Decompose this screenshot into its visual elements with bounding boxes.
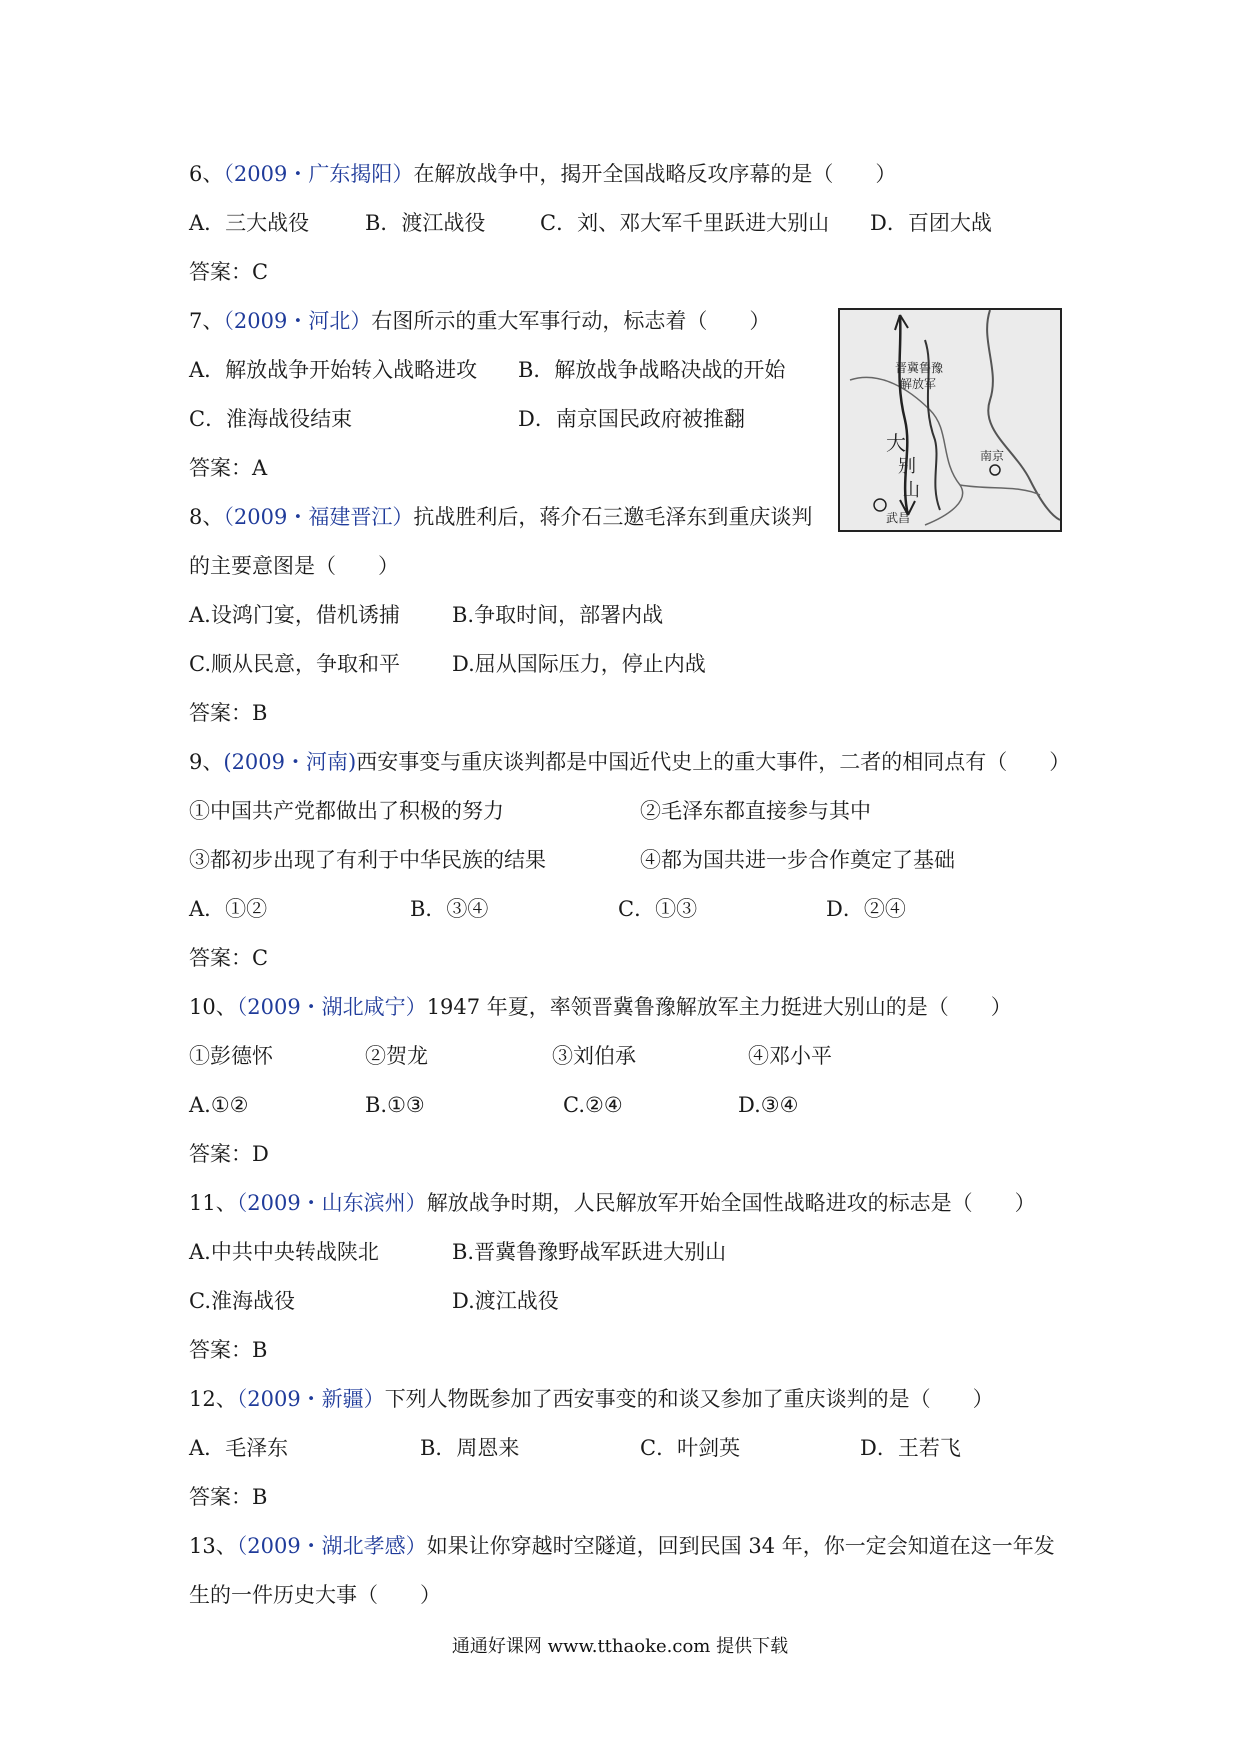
- question-source: （2009・湖北咸宁）: [236, 995, 427, 1019]
- option-a: A.①②: [189, 1093, 249, 1117]
- question-source: （2009・湖北孝感）: [236, 1534, 427, 1558]
- option-b: B．周恩来: [420, 1436, 520, 1460]
- option-b: B.争取时间，部署内战: [452, 603, 664, 627]
- map-label-army2: 解放军: [900, 377, 937, 391]
- option-c: C．①③: [618, 897, 698, 921]
- option-d: D．②④: [826, 897, 906, 921]
- statement-1: ①彭德怀: [189, 1044, 273, 1068]
- question-source: （2009・新疆）: [236, 1387, 385, 1411]
- option-c: C．刘、邓大军千里跃进大别山: [540, 211, 830, 235]
- map-label-army: 晋冀鲁豫: [895, 361, 944, 375]
- option-a: A.中共中央转战陕北: [189, 1240, 379, 1264]
- option-a: A．①②: [189, 897, 268, 921]
- answer: 答案：B: [189, 1485, 268, 1509]
- answer: 答案：C: [189, 946, 269, 970]
- map-label-dabie2: 别: [898, 456, 916, 477]
- option-b: B．③④: [410, 897, 489, 921]
- option-a: A.设鸿门宴，借机诱捕: [189, 603, 400, 627]
- statement-2: ②贺龙: [365, 1044, 428, 1068]
- answer: 答案：B: [189, 1338, 268, 1362]
- option-b: B．渡江战役: [365, 211, 486, 235]
- question-source: （2009・福建晋江）: [223, 505, 414, 529]
- question-11-stem: 11、（2009・山东滨州）解放战争时期，人民解放军开始全国性战略进攻的标志是（ ）: [189, 1191, 1036, 1215]
- answer: 答案：A: [189, 456, 268, 480]
- option-b: B.①③: [365, 1093, 425, 1117]
- dabie-mountain-map: [838, 308, 1062, 532]
- statement-2: ②毛泽东都直接参与其中: [640, 799, 871, 823]
- question-source: （2009・广东揭阳）: [223, 162, 414, 186]
- option-c: C.②④: [563, 1093, 623, 1117]
- question-9-stem: 9、(2009・河南)西安事变与重庆谈判都是中国近代史上的重大事件，二者的相同点有（ ）: [189, 750, 1071, 774]
- question-13-stem-cont: 生的一件历史大事（ ）: [189, 1583, 441, 1607]
- statement-4: ④邓小平: [748, 1044, 832, 1068]
- option-d: D．百团大战: [870, 211, 992, 235]
- option-a: A．解放战争开始转入战略进攻: [189, 358, 478, 382]
- question-7-stem: 7、（2009・河北）右图所示的重大军事行动，标志着（ ）: [189, 309, 771, 333]
- option-a: A．三大战役: [189, 211, 310, 235]
- question-12-stem: 12、（2009・新疆）下列人物既参加了西安事变的和谈又参加了重庆谈判的是（ ）: [189, 1387, 994, 1411]
- answer: 答案：C: [189, 260, 269, 284]
- option-b: B.晋冀鲁豫野战军跃进大别山: [452, 1240, 727, 1264]
- option-d: D.屈从国际压力，停止内战: [452, 652, 706, 676]
- option-d: D.渡江战役: [452, 1289, 559, 1313]
- question-8-stem: 8、（2009・福建晋江）抗战胜利后，蒋介石三邀毛泽东到重庆谈判: [189, 505, 813, 529]
- question-source: （2009・山东滨州）: [236, 1191, 427, 1215]
- option-c: C．淮海战役结束: [189, 407, 353, 431]
- option-c: C．叶剑英: [640, 1436, 741, 1460]
- map-label-dabie3: 山: [902, 480, 920, 501]
- option-a: A．毛泽东: [189, 1436, 289, 1460]
- statement-4: ④都为国共进一步合作奠定了基础: [640, 848, 955, 872]
- option-d: D．南京国民政府被推翻: [518, 407, 745, 431]
- option-d: D．王若飞: [860, 1436, 961, 1460]
- question-source: (2009・河南): [223, 750, 357, 774]
- statement-3: ③都初步出现了有利于中华民族的结果: [189, 848, 546, 872]
- option-c: C.顺从民意，争取和平: [189, 652, 400, 676]
- question-source: （2009・河北）: [223, 309, 372, 333]
- answer: 答案：B: [189, 701, 268, 725]
- answer: 答案：D: [189, 1142, 269, 1166]
- option-d: D.③④: [738, 1093, 799, 1117]
- statement-1: ①中国共产党都做出了积极的努力: [189, 799, 504, 823]
- map-label-nanjing: 南京: [980, 449, 1005, 463]
- question-6-stem: 6、（2009・广东揭阳）在解放战争中，揭开全国战略反攻序幕的是（ ）: [189, 162, 897, 186]
- map-label-wuchang: 武昌: [886, 511, 911, 525]
- option-b: B．解放战争战略决战的开始: [518, 358, 786, 382]
- question-10-stem: 10、（2009・湖北咸宁）1947 年夏，率领晋冀鲁豫解放军主力挺进大别山的是（ ）: [189, 995, 1012, 1019]
- map-label-dabie: 大: [886, 431, 906, 455]
- option-c: C.淮海战役: [189, 1289, 295, 1313]
- page-footer: 通通好课网 www.tthaoke.com 提供下载: [451, 1636, 789, 1657]
- question-8-stem-cont: 的主要意图是（ ）: [189, 554, 399, 578]
- question-13-stem: 13、（2009・湖北孝感）如果让你穿越时空隧道，回到民国 34 年，你一定会知道在这一年发: [189, 1534, 1055, 1558]
- map-drawing: [840, 310, 1060, 530]
- statement-3: ③刘伯承: [552, 1044, 636, 1068]
